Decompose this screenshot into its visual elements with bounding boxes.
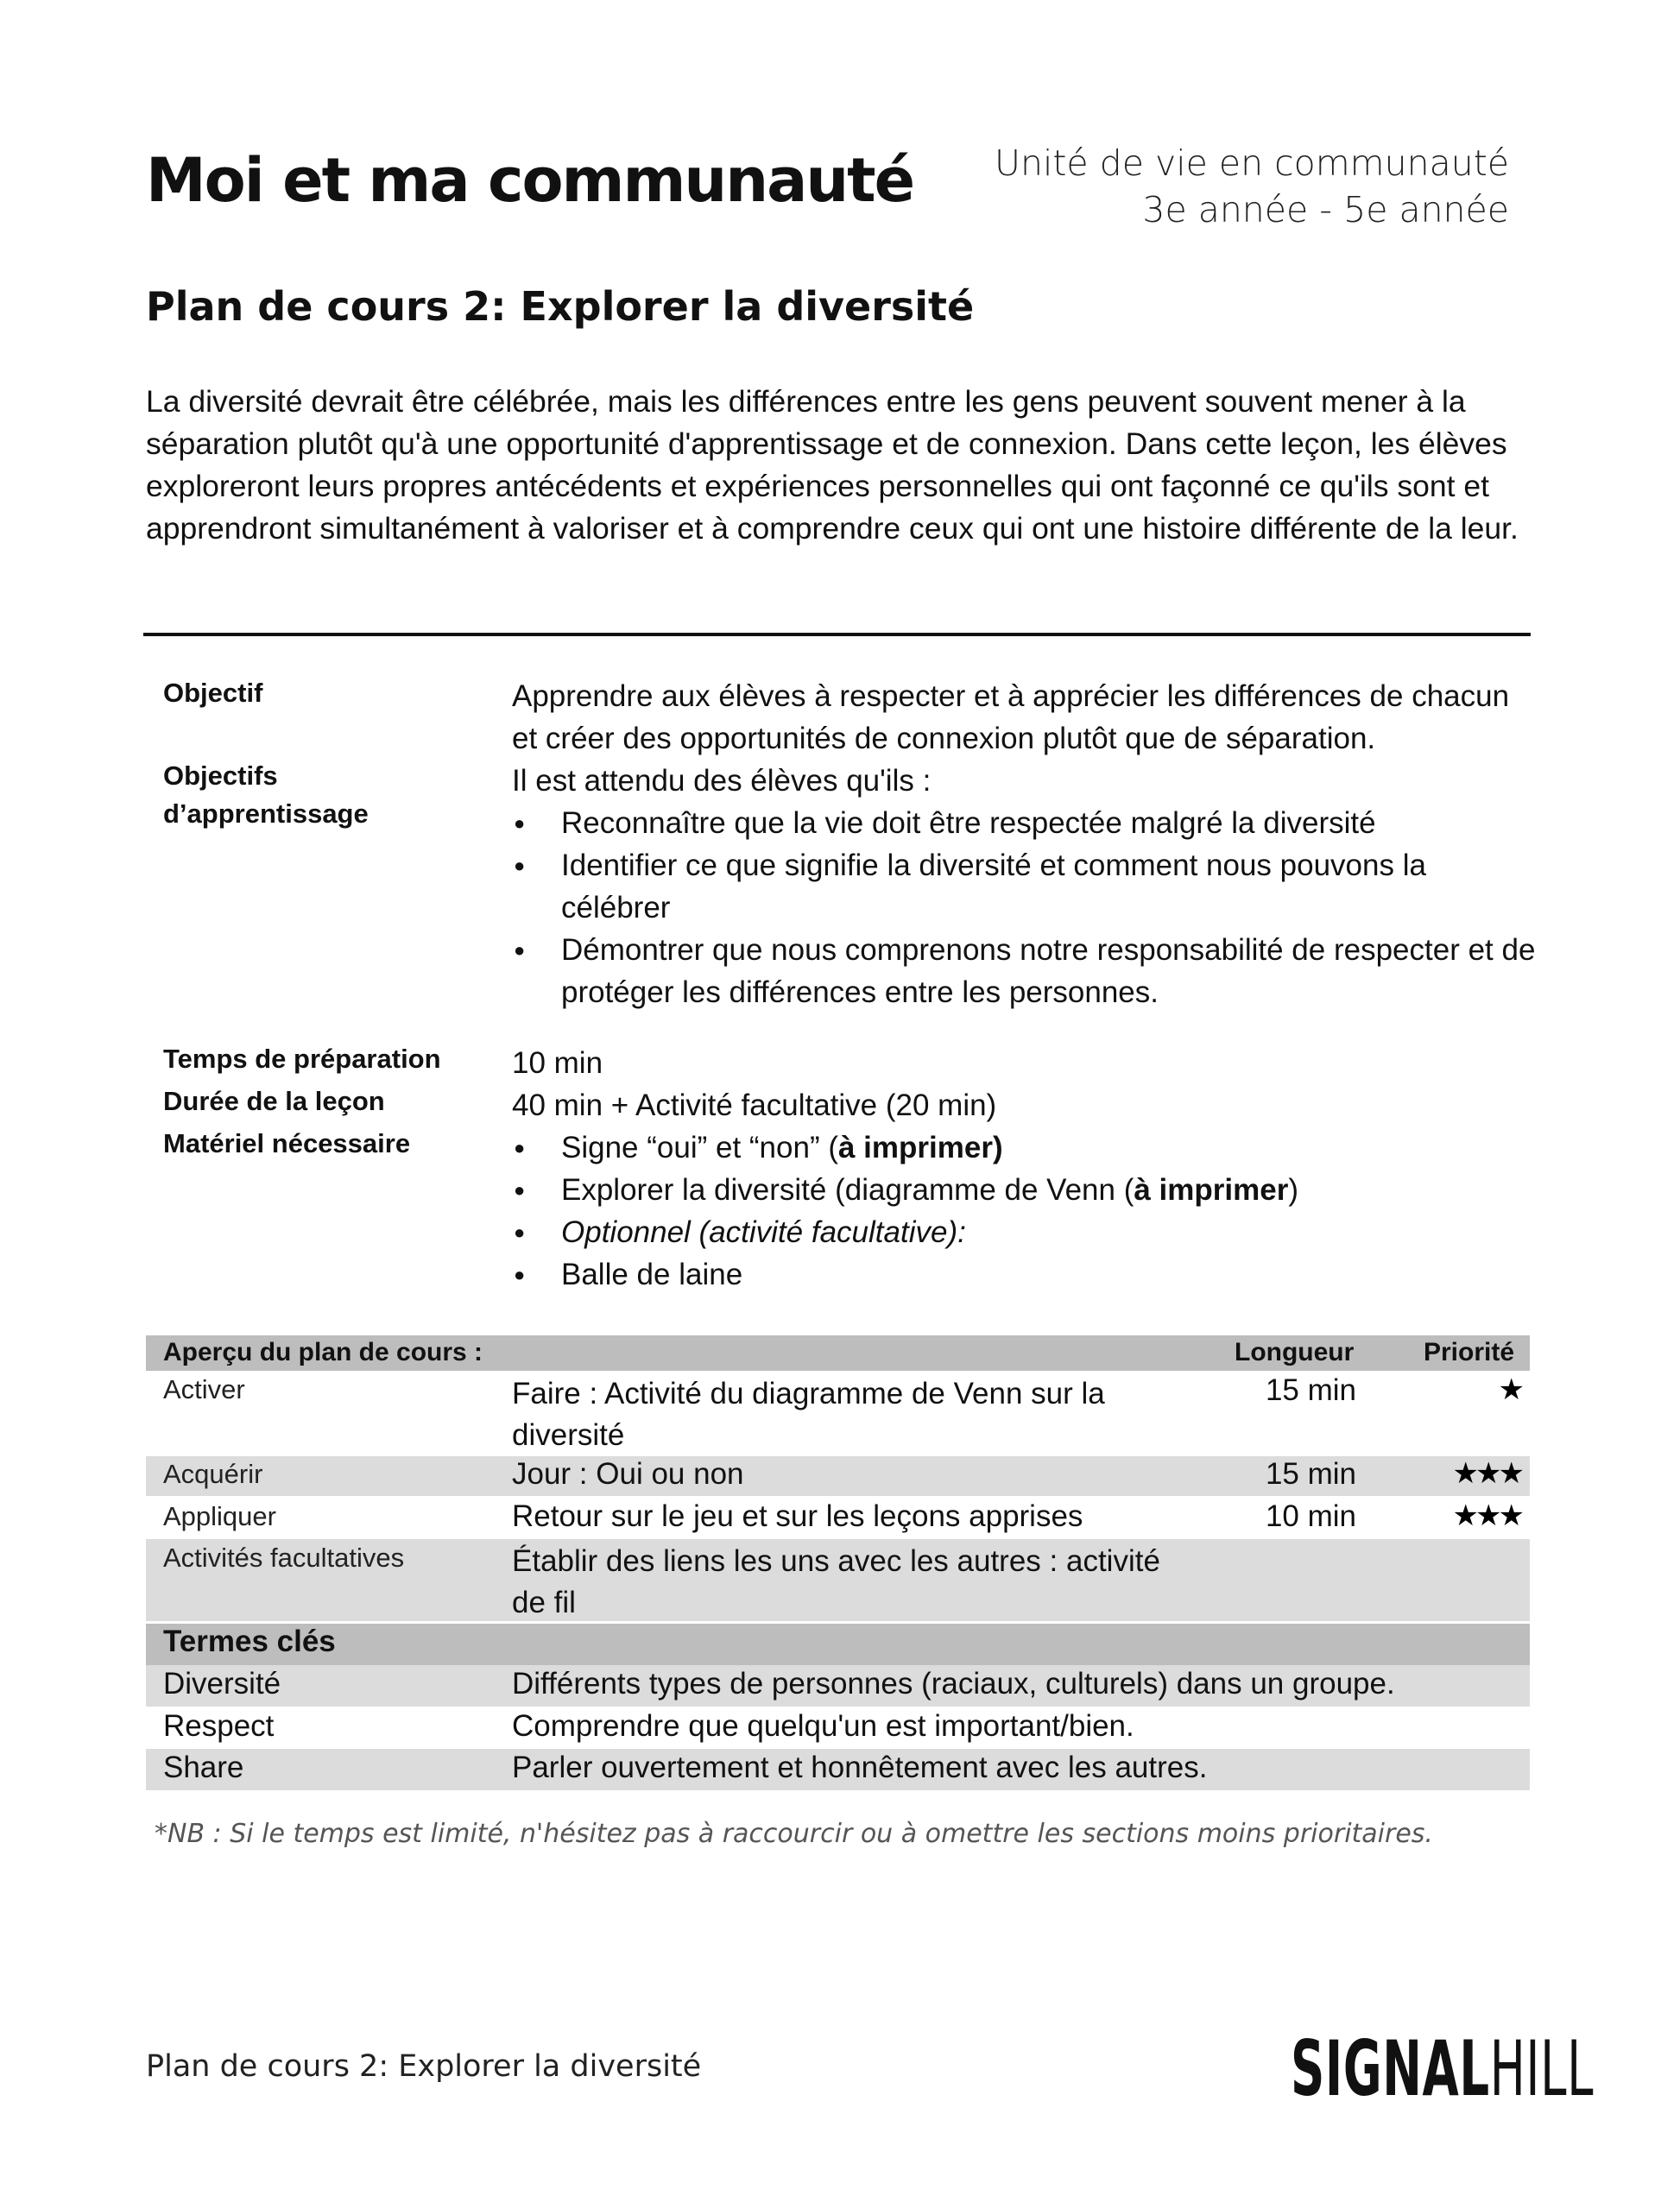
learning-objectives-label [163,757,369,833]
materials-label: Matériel nécessaire [163,1128,411,1158]
list-item: ● Optionnel (activité facultative): [512,1211,1539,1253]
priority-stars: ★★★ [1452,1456,1521,1491]
prep-time-value: 10 min [512,1046,603,1080]
table-row-activity: Faire : Activité du diagramme de Venn sur la diversité [512,1377,1105,1452]
key-term-definition: Comprendre que quelqu'un est important/bien. [512,1709,1134,1743]
key-terms-header: Termes clés [163,1625,336,1658]
learning-objectives-list [512,802,1539,1013]
duration-value: 40 min + Activité facultative (20 min) [512,1089,997,1122]
table-row-phase: Appliquer [163,1501,276,1531]
priority-column-header: Priorité [1423,1338,1514,1366]
table-row-phase: Acquérir [163,1459,263,1489]
objective-label: Objectif [163,678,263,708]
unit-subtitle [995,140,1509,233]
prep-time-label: Temps de préparation [163,1044,441,1074]
key-term: Share [163,1751,244,1784]
grade-range: 3e année - 5e année [1142,189,1509,230]
learning-objectives-intro: Il est attendu des élèves qu'ils : [512,764,932,798]
key-term: Respect [163,1709,275,1743]
table-row-activity: Retour sur le jeu et sur les leçons apprises [512,1499,1083,1533]
list-item: ● Identifier ce que signifie la diversité et comment nous pouvons la célébrer [512,844,1539,929]
table-row-phase: Activités facultatives [163,1543,405,1573]
key-term-definition: Parler ouvertement et honnêtement avec les autres. [512,1751,1208,1784]
overview-header: Aperçu du plan de cours : [163,1338,483,1366]
materials-list [512,1126,1539,1296]
list-item: ● Explorer la diversité (diagramme de Venn (à imprimer) [512,1169,1539,1211]
list-item: ● Démontrer que nous comprenons notre responsabilité de respecter et de protéger les différences entre les personnes. [512,929,1539,1013]
length-column-header: Longueur [1235,1338,1355,1366]
table-row-activity: Établir des liens les uns avec les autres : activité de fil [512,1544,1160,1619]
table-row-phase: Activer [163,1374,245,1404]
table-row-length: 15 min [1265,1457,1356,1491]
key-terms-header-row [146,1624,1530,1665]
page-title: Moi et ma communauté [146,145,914,216]
priority-stars: ★★★ [1452,1499,1521,1533]
priority-stars: ★ [1498,1372,1521,1407]
objective-content [512,675,1539,1013]
unit-name: Unité de vie en communauté [994,142,1509,184]
learning-objectives-label-line2: d’apprentissage [163,798,369,829]
key-term: Diversité [163,1667,281,1701]
footer-lesson-title: Plan de cours 2: Explorer la diversité [146,2049,702,2084]
list-item: ● Signe “oui” et “non” (à imprimer) [512,1126,1539,1169]
learning-objectives-label-line1: Objectifs [163,760,278,791]
signal-hill-logo: SIGNALHILL [1291,2024,1595,2113]
intro-paragraph: La diversité devrait être célébrée, mais les différences entre les gens peuvent souvent mener à la séparation plutôt qu'à une opportunité d'apprentissage et de connexion. Dans cette leçon, les élèves exploreront leurs propres antécédents et expériences personnelles qui ont façonné ce qu'ils sont et apprendront simultanément à valoriser et à comprendre ceux qui ont une histoire différente de la leur. [146,384,1519,546]
table-row-length: 15 min [1265,1373,1356,1407]
table-row-activity: Jour : Oui ou non [512,1457,744,1491]
table-row-length: 10 min [1265,1499,1356,1533]
list-item: ● Balle de laine [512,1253,1539,1296]
logistics-values [512,1042,1539,1296]
lesson-title: Plan de cours 2: Explorer la diversité [146,283,975,330]
key-term-definition: Différents types de personnes (raciaux, culturels) dans un groupe. [512,1667,1395,1701]
list-item: ● Reconnaître que la vie doit être respectée malgré la diversité [512,802,1539,844]
time-note: *NB : Si le temps est limité, n'hésitez pas à raccourcir ou à omettre les sections moins prioritaires. [155,1819,1433,1849]
objective-text: Apprendre aux élèves à respecter et à apprécier les différences de chacun et créer des opportunités de connexion plutôt que de séparation. [512,679,1510,755]
section-divider [143,633,1531,636]
duration-label: Durée de la leçon [163,1086,385,1116]
